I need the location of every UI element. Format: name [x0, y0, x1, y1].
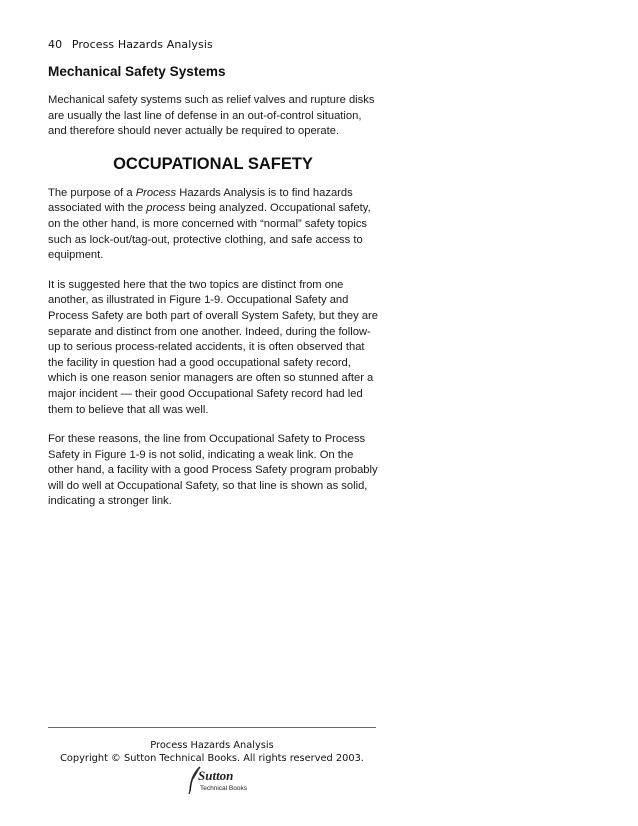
- logo-main-text: Sutton: [198, 768, 234, 783]
- footer-title: Process Hazards Analysis: [150, 740, 274, 751]
- running-head-title: Process Hazards Analysis: [71, 38, 213, 51]
- quill-pen-icon: [186, 765, 250, 795]
- logo-sub-text: Technical Books: [200, 785, 247, 792]
- footer-copyright: Copyright © Sutton Technical Books. All rights reserved 2003.: [60, 753, 364, 764]
- page-body: [48, 63, 378, 524]
- footer-divider: [48, 727, 376, 728]
- chapter-title: OCCUPATIONAL SAFETY: [113, 154, 313, 173]
- paragraph-purpose: [48, 186, 378, 264]
- publisher-logo: [186, 765, 250, 795]
- paragraph-purpose-text-a: The purpose of a: [48, 186, 136, 199]
- paragraph-purpose-text-c: Hazards Analysis is to find hazards associated with the: [48, 186, 353, 215]
- paragraph-reasons: For these reasons, the line from Occupational Safety to Process Safety in Figure 1-9 is not solid, indicating a weak link. On the other hand, a facility with a good Process Safety program probably will do well at Occupational Safety, so that line is shown as solid, indicating a stronger link.: [48, 433, 378, 508]
- running-head: [48, 38, 213, 51]
- section-heading: Mechanical Safety Systems: [48, 64, 226, 79]
- section-paragraph: Mechanical safety systems such as relief valves and rupture disks are usually the last line of defense in an out-of-control situation, and therefore should never actually be required to operate.: [48, 94, 375, 138]
- paragraph-purpose-emphasis-process-2: process: [146, 202, 186, 215]
- paragraph-purpose-emphasis-process: Process: [135, 186, 177, 199]
- page-number: 40: [48, 38, 63, 51]
- paragraph-distinct-topics: It is suggested here that the two topics are distinct from one another, as illustrated in Figure 1-9. Occupational Safety and Process Safety are both part of overall System Safety, but they are separate and distinct from one another. Indeed, during the follow-up to serious process-related accidents, it is often observed that the facility in question had a good occupational safety record, which is one reason senior managers are often so stunned after a major incident — their good Occupational Safety record had led them to believe that all was well.: [48, 278, 378, 416]
- paragraph-purpose-text-e: being analyzed. Occupational safety, on the other hand, is more concerned with “normal” safety topics such as lock-out/tag-out, protective clothing, and safe access to equipment.: [48, 202, 371, 262]
